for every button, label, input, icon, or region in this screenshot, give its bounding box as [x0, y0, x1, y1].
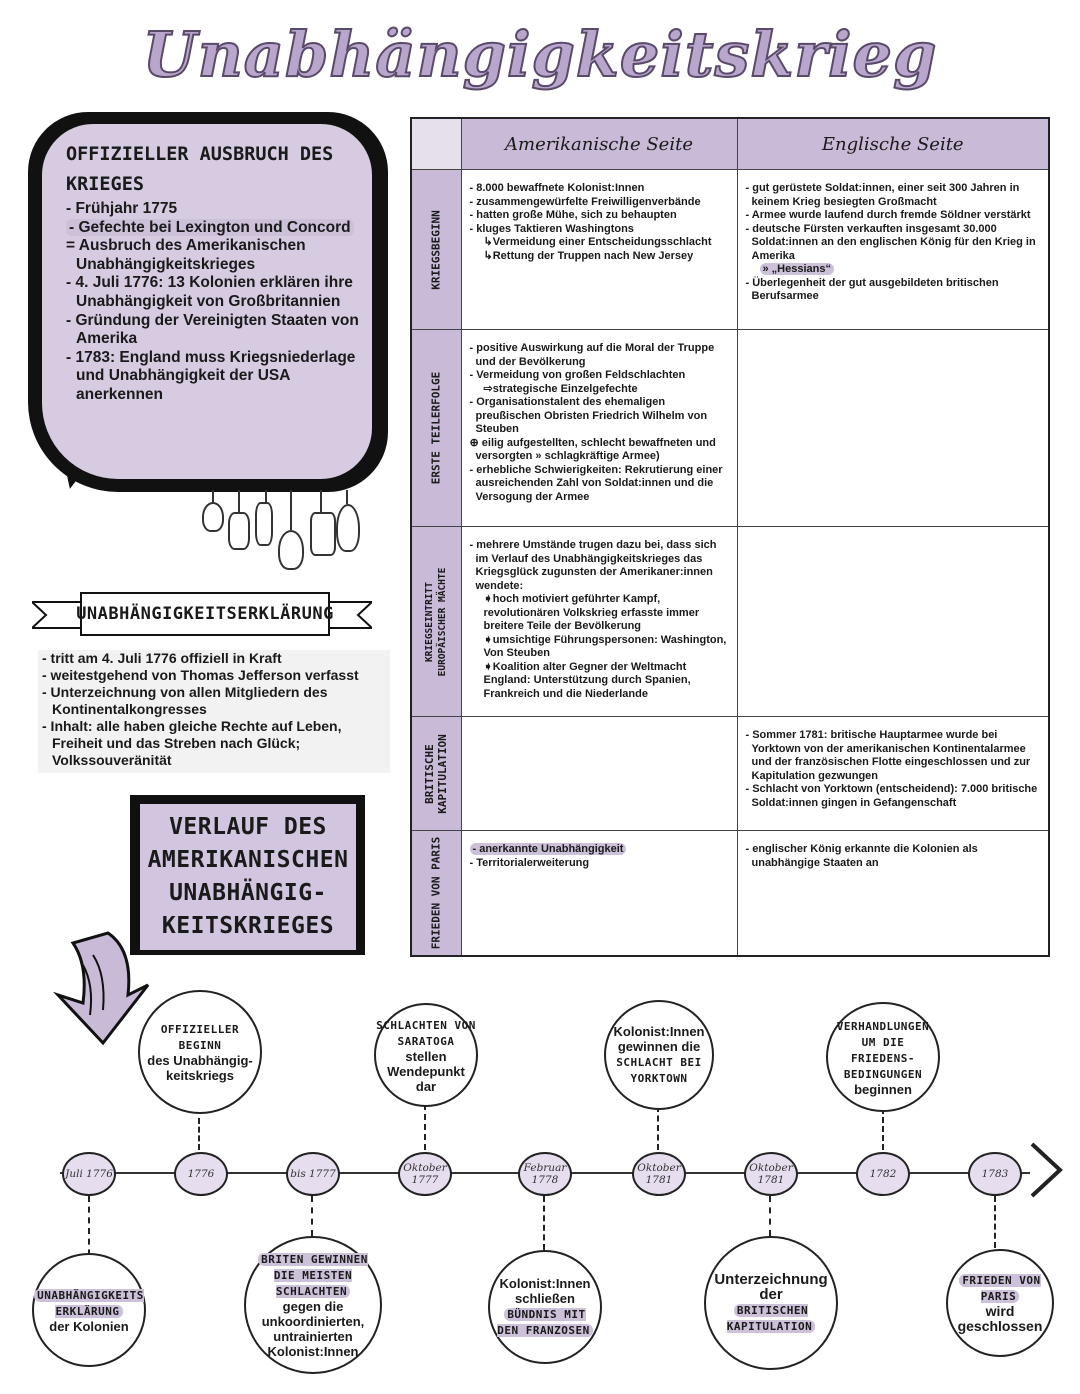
timeline-dash	[543, 1196, 547, 1250]
bulb-icon	[228, 512, 250, 550]
col-american: Amerikanische Seite	[461, 118, 737, 170]
table-corner	[411, 118, 461, 170]
bubble-line: - Gründung der Vereinigten Staaten von Amerika	[66, 311, 359, 348]
event-circle: Kolonist:Innen schließen BÜNDNIS MIT DEN FRANZOSEN	[488, 1250, 602, 1364]
row-label: KRIEGSEINTRITT EUROPÄISCHER MÄCHTE	[424, 567, 449, 677]
declaration-line: - tritt am 4. Juli 1776 offiziell in Kraft	[42, 650, 282, 666]
bulb-icon	[202, 502, 224, 532]
cell-american-empty	[461, 717, 737, 831]
event-circle: UNABHÄNGIGKEITS ERKLÄRUNG der Kolonien	[32, 1253, 146, 1367]
event-circle: Unterzeichnung der BRITISCHEN KAPITULATION	[704, 1236, 838, 1370]
timeline-date: Oktober 1777	[398, 1152, 452, 1196]
timeline-date: 1783	[968, 1152, 1022, 1196]
bulb-icon	[255, 502, 273, 546]
bubble-line: - 4. Juli 1776: 13 Kolonien erklären ihre Unabhängigkeit von Großbritannien	[66, 274, 353, 310]
down-arrow-icon	[48, 925, 153, 1050]
cell-american: - positive Auswirkung auf die Moral der Truppe und der Bevölkerung - Vermeidung von großen Feldschlachten ⇨strategische Einzelgefechte - Organisationstalent des ehemaligen preußischen Obristen Friedrich Wilhelm von Steuben ⊕ eilig aufgestellten, schlecht bewaffneten und versorgten » schlagkräftige Armee) - erhebliche Schwierigkeiten: Rekrutierung einer ausreichenden Zahl von Soldat:innen und die Versogung der Armee	[469, 342, 723, 503]
cell-english-empty	[737, 330, 1049, 527]
page-title: Unabhängigkeitskrieg	[142, 18, 938, 91]
table-row	[411, 330, 1049, 527]
event-circle: Kolonist:Innen gewinnen die SCHLACHT BEI YORKTOWN	[604, 1000, 714, 1110]
table-row	[411, 831, 1049, 956]
cell-english: - englischer König erkannte die Kolonien als unabhängige Staaten an	[745, 843, 978, 869]
declaration-list	[38, 650, 390, 773]
cell-american: - anerkannte Unabhängigkeit - Territorialerweiterung	[462, 831, 737, 874]
col-english: Englische Seite	[737, 118, 1049, 170]
row-label: BRITISCHE KAPITULATION	[423, 734, 450, 814]
bubble-line: - 1783: England muss Kriegsniederlage und Unabhängigkeit der USA anerkennen	[66, 348, 356, 403]
bulb-icon	[310, 512, 336, 556]
event-circle: SCHLACHTEN VON SARATOGA stellen Wendepunkt dar	[374, 1003, 478, 1107]
event-circle: FRIEDEN VON PARIS wird geschlossen	[946, 1249, 1054, 1357]
bulb-icon	[278, 530, 304, 570]
declaration-line: - Unterzeichnung von allen Mitgliedern des Kontinentalkongresses	[42, 684, 328, 717]
row-label: KRIEGSBEGINN	[429, 209, 443, 290]
bulb-icon	[336, 504, 360, 552]
chevron-right-icon	[1026, 1140, 1066, 1200]
cell-english: - gut gerüstete Soldat:innen, einer seit 300 Jahren in keinem Krieg besiegten Großmacht - Armee wurde laufend durch fremde Söldner verstärkt - deutsche Fürsten verkauften insgesamt 30.000 Soldat:innen an den englischen König für den Krieg in Amerika » „Hessians“ - Überlegenheit der gut ausgebildeten britischen Berufsarmee	[745, 182, 1036, 303]
timeline-date: Juli 1776	[62, 1152, 116, 1196]
declaration-line: - Inhalt: alle haben gleiche Rechte auf Leben, Freiheit und das Streben nach Glück; Volkssouveränität	[42, 718, 342, 768]
row-label: FRIEDEN VON PARIS	[429, 836, 443, 950]
timeline-dash	[424, 1104, 428, 1150]
bubble-content	[66, 140, 366, 405]
bubble-line: - Frühjahr 1775	[66, 200, 178, 217]
timeline-dash	[994, 1196, 998, 1248]
bubble-line: - Gefechte bei Lexington und Concord	[66, 219, 366, 238]
table-header-row	[411, 118, 1049, 170]
cell-american: - mehrere Umstände trugen dazu bei, dass sich im Verlauf des Unabhängigkeitskrieges das Kriegsglück zugunsten der Amerikaner:innen wendete: ➧hoch motiviert geführter Kampf, revolutionären Volkskrieg erfasste immer breitere Teile der Bevölkerung ➧umsichtige Führungspersonen: Washington, Von Steuben ➧Koalition alter Gegner der Weltmacht England: Unterstützung durch Spanien, Frankreich und die Niederlande	[469, 539, 727, 700]
timeline-date: 1782	[856, 1152, 910, 1196]
declaration-heading: UNABHÄNGIGKEITSERKLÄRUNG	[80, 592, 330, 636]
timeline-date: Februar 1778	[518, 1152, 572, 1196]
row-label: ERSTE TEILERFOLGE	[429, 371, 443, 485]
timeline-dash	[657, 1106, 661, 1150]
timeline-dash	[882, 1108, 886, 1150]
table-row	[411, 170, 1049, 330]
cell-american: - 8.000 bewaffnete Kolonist:Innen - zusammengewürfelte Freiwilligenverbände - hatten große Mühe, sich zu behaupten - kluges Taktieren Washingtons ↳Vermeidung einer Entscheidungsschlacht ↳Rettung der Truppen nach New Jersey	[469, 182, 712, 262]
event-circle: BRITEN GEWINNEN DIE MEISTEN SCHLACHTEN gegen die unkoordinierten, untrainierten Kolonist:Innen	[244, 1236, 382, 1374]
timeline-date: Oktober 1781	[744, 1152, 798, 1196]
verlauf-heading: VERLAUF DES AMERIKANISCHEN UNABHÄNGIG-KEITSKRIEGES	[138, 802, 358, 952]
timeline-date: Oktober 1781	[632, 1152, 686, 1196]
timeline-date: 1776	[174, 1152, 228, 1196]
bubble-heading: OFFIZIELLER AUSBRUCH DES KRIEGES	[66, 144, 334, 195]
cell-english-empty	[737, 527, 1049, 717]
table-row	[411, 717, 1049, 831]
timeline-dash	[769, 1196, 773, 1236]
timeline-dash	[311, 1196, 315, 1236]
declaration-line: - weitestgehend von Thomas Jefferson verfasst	[42, 667, 359, 683]
timeline-dash	[198, 1118, 202, 1150]
timeline-date: bis 1777	[286, 1152, 340, 1196]
comparison-table	[410, 117, 1050, 957]
event-circle: VERHANDLUNGEN UM DIE FRIEDENS-BEDINGUNGEN beginnen	[826, 1002, 940, 1112]
cell-english: - Sommer 1781: britische Hauptarmee wurde bei Yorktown von der amerikanischen Kontinentalarmee und der französischen Flotte eingeschlossen und zur Kapitulation gezwungen - Schlacht von Yorktown (entscheidend): 7.000 britische Soldat:innen gingen in Gefangenschaft	[745, 729, 1038, 809]
event-circle: OFFIZIELLER BEGINN des Unabhängig-keitskriegs	[138, 990, 262, 1114]
table-row	[411, 527, 1049, 717]
bubble-line: = Ausbruch des Amerikanischen Unabhängigkeitskrieges	[66, 237, 306, 273]
